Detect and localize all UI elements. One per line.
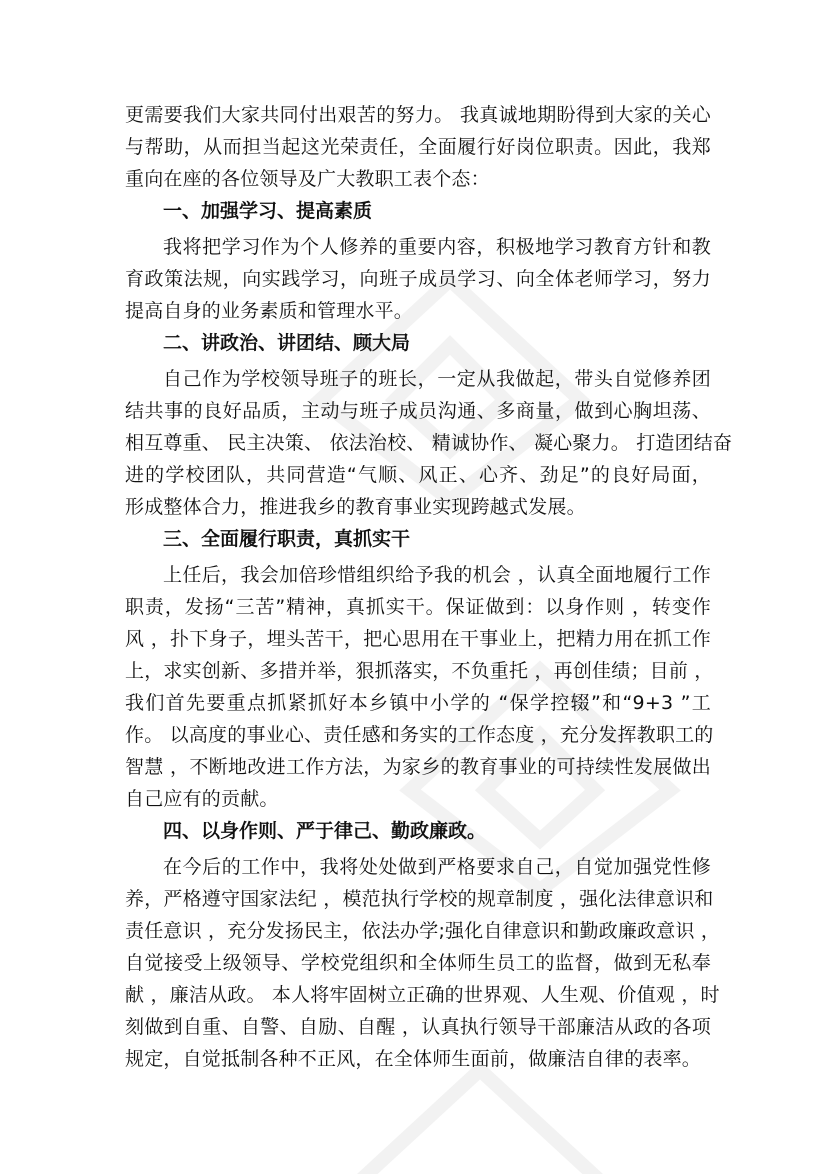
text-line: 责任意识 ，充分发扬民主，依法办学;强化自律意识和勤政廉政意识 ， [125, 920, 721, 942]
section-paragraph [125, 851, 721, 1075]
text-line: 我们首先要重点抓紧抓好本乡镇中小学的 “保学控辍”和“9+3 ”工 [125, 692, 711, 714]
text-line: 规定，自觉抵制各种不正风，在全体师生面前，做廉洁自律的表率。 [125, 1048, 702, 1070]
text-line: 上，求实创新、多措并举，狠抓落实，不负重托 ，再创佳绩；目前 ， [125, 660, 714, 682]
text-line: 自己作为学校领导班子的班长，一定从我做起，带头自觉修养团 [163, 368, 711, 390]
text-line: 提高自身的业务素质和管理水平。 [125, 300, 414, 322]
intro-paragraph [125, 99, 711, 195]
text-line: 在今后的工作中，我将处处做到严格要求自己，自觉加强党性修 [163, 856, 711, 878]
text-line: 更需要我们大家共同付出艰苦的努力。 我真诚地期盼得到大家的关心 [125, 104, 711, 126]
text-line: 育政策法规，向实践学习，向班子成员学习、向全体老师学习，努力 [125, 268, 711, 290]
section-heading: 二、讲政治、讲团结、顾大局 [163, 332, 411, 354]
text-line: 刻做到自重、自警、自励、自醒 ，认真执行领导干部廉洁从政的各项 [125, 1016, 711, 1038]
section-paragraph [125, 363, 733, 523]
text-line: 结共事的良好品质，主动与班子成员沟通、多商量，做到心胸坦荡、 [125, 400, 711, 422]
text-line: 养，严格遵守国家法纪 ，模范执行学校的规章制度 ，强化法律意识和 [125, 888, 714, 910]
text-line: 职责，发扬“三苦”精神，真抓实干。保证做到：以身作则 ，转变作 [125, 596, 711, 618]
section-heading: 一、加强学习、提高素质 [163, 200, 373, 222]
text-line: 相互尊重、 民主决策、 依法治校、 精诚协作、 凝心聚力。 打造团结奋 [125, 432, 733, 454]
section-paragraph [125, 231, 711, 327]
document-body [125, 99, 733, 1075]
text-line: 我将把学习作为个人修养的重要内容，积极地学习教育方针和教 [163, 236, 711, 258]
text-line: 上任后，我会加倍珍惜组织给予我的机会 ，认真全面地履行工作 [163, 564, 711, 586]
text-line: 进的学校团队，共同营造“气顺、风正、心齐、劲足”的良好局面， [125, 464, 711, 486]
text-line: 献 ，廉洁从政。 本人将牢固树立正确的世界观、人生观、价值观 ，时 [125, 984, 720, 1006]
section-heading: 四、以身作则、严于律己、勤政廉政。 [163, 820, 487, 842]
text-line: 自己应有的贡献。 [125, 788, 279, 810]
section-paragraph [125, 559, 714, 815]
text-line: 风 ，扑下身子，埋头苦干，把心思用在干事业上，把精力用在抓工作 [125, 628, 711, 650]
section-heading: 三、全面履行职责，真抓实干 [163, 528, 411, 550]
text-line: 自觉接受上级领导、学校党组织和全体师生员工的监督，做到无私奉 [125, 952, 711, 974]
text-line: 作。 以高度的事业心、责任感和务实的工作态度 ，充分发挥教职工的 [125, 724, 714, 746]
text-line: 与帮助，从而担当起这光荣责任，全面履行好岗位职责。因此，我郑 [125, 136, 711, 158]
text-line: 重向在座的各位领导及广大教职工表个态： [125, 168, 490, 190]
text-line: 形成整体合力，推进我乡的教育事业实现跨越式发展。 [125, 496, 586, 518]
text-line: 智慧 ，不断地改进工作方法，为家乡的教育事业的可持续性发展做出 [125, 756, 711, 778]
